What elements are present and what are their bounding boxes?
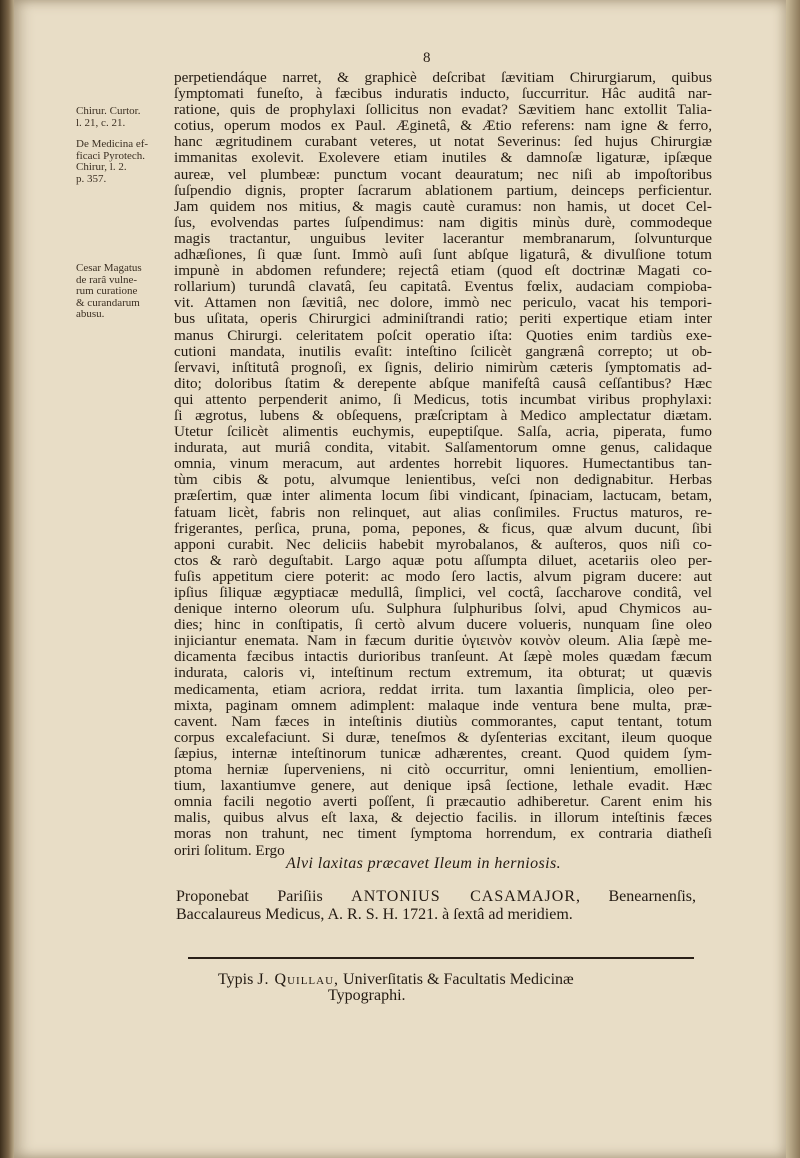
body-line: omnia facili negotio averti poſſent, ſi præcautio adhiberetur. Carent enim his: [174, 793, 712, 811]
body-line: corpus excalefaciunt. Si duræ, teneſmos & dyſenterias excitant, ileum quoque: [174, 728, 712, 746]
body-line: ſi ægrotus, lubens & obſequens, præſcriptam à Medico amplectatur diætam.: [174, 406, 712, 424]
body-line: fuſis appetitum ciere poterit: ac modo ſero lactis, alvum pigram ducere: aut: [174, 567, 712, 585]
author-name: ANTONIUS CASAMAJOR: [351, 888, 576, 905]
book-spine: [0, 0, 14, 1158]
body-line: bus uſitata, operis Chirurgici adminiſtrandi ratio; periti expertique etiam inter: [174, 310, 712, 328]
body-line: oriri ſolitum. Ergo: [174, 841, 285, 859]
body-line: ptoma herniæ ſuperveniens, ni citò occurritur, omni lenientium, emollien-: [174, 761, 712, 779]
margin-note-line: & curandarum: [76, 296, 140, 309]
proposition-suffix: , Benearnenſis,: [576, 888, 696, 905]
body-line: mixta, paginam omnem adimplent: malaque inde ventura bene multa, præ-: [174, 696, 712, 714]
margin-note-line: abusu.: [76, 308, 105, 321]
body-line: manus Chirurgi. celeritatem poſcit operatio iſta: Quoties enim tardiùs exe-: [174, 326, 712, 344]
body-line: fatuam licèt, fabris non relinquet, aut alias conſimiles. Fructus maturos, re-: [174, 503, 712, 521]
body-line: magis tractantur, unguibus leviter lacerantur membranarum, ſolvunturque: [174, 229, 712, 247]
thesis-proposition: [176, 888, 696, 924]
body-line: ſervavi, inſtitutâ prognoſi, ex ſignis, delirio nimirùm cæteris ſymptomatis ad-: [174, 358, 712, 376]
body-line: immanitas exolevit. Exolevere etiam inutiles & damnoſæ ligaturæ, ipſæque: [174, 149, 712, 167]
margin-note-chirurgia: [76, 106, 168, 129]
imprint-suffix: Univerſitatis & Facultatis Medicinæ: [343, 971, 574, 988]
margin-note-pyrotech: [76, 139, 168, 185]
body-line: dicamenta fæcibus intactis durioribus tranſeunt. At ſæpè moles quædam fæcum: [174, 648, 712, 666]
body-line: ſus, evolvendas partes ſuſpendimus: nam digitis minùs durè, commodeque: [174, 213, 712, 231]
body-line: cotius, operum modos ex Paul. Æginetâ, & Ætio referens: nam igne & ferro,: [174, 117, 712, 135]
body-line: Utetur ſcilicèt alimentis euchymis, eupeptiſque. Salſa, acria, piperata, fumo: [174, 423, 712, 441]
body-line: adhæſiones, ſi quæ ſunt. Immò auſi ſunt abſque ligaturâ, & divulſione totum: [174, 246, 712, 264]
margin-note-line: l. 21, c. 21.: [76, 116, 126, 129]
body-line: injiciantur enemata. Nam in fæcum duritie ὑγιεινὸν κοινὸν oleum. Alia ſæpè me-: [174, 632, 712, 650]
page-number: 8: [423, 50, 431, 66]
body-line: tium, laxantiumve genere, aut denique ipsâ ſectione, lethale evadit. Hæc: [174, 777, 712, 795]
body-text: [174, 70, 712, 859]
body-line: apponi curabit. Nec deliciis habebit myrobalanos, & auſteros, quos niſi co-: [174, 535, 712, 553]
margin-note-line: p. 357.: [76, 172, 107, 185]
proposition-line-2: Baccalaureus Medicus, A. R. S. H. 1721. à ſextâ ad meridiem.: [176, 906, 573, 923]
body-line: cavent. Nam fæces in inteſtinis diutiùs commorantes, caput tentant, totum: [174, 712, 712, 730]
body-line: præſertim, quæ inter alimenta locum ſibi vindicant, ſpinaciam, lactucam, betam,: [174, 487, 712, 505]
printer-imprint: [218, 972, 688, 1004]
proposition-line-1: [176, 888, 696, 906]
body-line: impunè in abdomen refundere; rejectâ etiam (quod eſt doctrinæ Magati co-: [174, 262, 712, 280]
margin-note-line: rum curatione: [76, 285, 138, 298]
proposition-prefix: Proponebat Pariſiis: [176, 888, 323, 905]
page-edge: [786, 0, 800, 1158]
body-line: ſæpius, internæ inteſtinorum tunicæ adhærentes, creant. Quod quidem ſym-: [174, 744, 712, 762]
margin-note-line: Chirur, l. 2.: [76, 161, 127, 174]
thesis-motto: Alvi laxitas præcavet Ileum in herniosis.: [286, 855, 562, 872]
body-line: qui attento perpenderit animo, ſi Medicus, totis incumbat viribus prophylaxi:: [174, 390, 712, 408]
imprint-prefix: Typis: [218, 971, 254, 988]
imprint-line-1: [218, 972, 688, 988]
body-line: ſuſpendio dignis, propter ſacrarum ablationem partium, deinceps perficientur.: [174, 181, 712, 199]
body-line: denique interno oleorum uſu. Sulphura ſulphuribus ſolvi, apud Chymicos au-: [174, 600, 712, 618]
margin-note-line: ficaci Pyrotech.: [76, 149, 146, 162]
margin-note-line: Chirur. Curtor.: [76, 105, 141, 117]
body-line: omnia, vinum meracum, aut ardentes horrebit liquores. Humectantibus tan-: [174, 455, 712, 473]
body-line: hanc ægritudinem curabant veteres, ut notat Severinus: ſed hujus Chirurgiæ: [174, 133, 712, 151]
body-line: indurata, caloris vi, inteſtinum rectum extremum, ita obturat; ut quævis: [174, 664, 712, 682]
margin-note-line: Cesar Magatus: [76, 262, 142, 274]
body-line: rollarium) turundâ clavatâ, ſeu capitatâ. Eventus fœlix, audaciam compioba-: [174, 278, 712, 296]
body-line: ctos & rarò deguſtabit. Largo aquæ potu aſſumpta diluet, acetariis oleo per-: [174, 551, 712, 569]
margin-note-line: de rarâ vulne-: [76, 273, 138, 286]
horizontal-rule: [188, 957, 694, 959]
body-line: Jam quidem nos mitius, & magis cautè curamus: non hamis, ut docet Cel-: [174, 197, 712, 215]
body-line: malis, quibus alvus eſt laxa, & dejectio facilis. in illorum inteſtinis fæces: [174, 809, 712, 827]
body-line: medicamenta, etiam acriora, reddat irrita. tum laxantia ſimplicia, oleo per-: [174, 680, 712, 698]
body-line: ſymptomati funeſto, à fæcibus induratis inducto, ſuccurritur. Hâc auditâ nar-: [174, 85, 712, 103]
body-line: aureæ, vel plumbeæ: punctum vocant deauratum; nec niſi ab impoſtoribus: [174, 165, 712, 183]
body-line: ipſius ſiliquæ ægyptiacæ medullâ, ſimplici, vel coctâ, ſaccharove conditâ, vel: [174, 584, 712, 601]
body-line: indurata, aut muriâ condita, vitabit. Salſamentorum omne genus, calidaque: [174, 439, 712, 457]
body-line: tùm cibis & potu, alvumque lenientibus, veſci non dedignabitur. Herbas: [174, 471, 712, 489]
body-line: ratione, quis de prophylaxi ſollicitus non evadat? Sævitiem hanc extollit Talia-: [174, 101, 712, 119]
body-line: cutioni mandata, inutilis evaſit: inteſtino ſcilicèt gangrænâ correpto; ut ob-: [174, 342, 712, 360]
margin-note-line: De Medicina ef-: [76, 138, 149, 150]
body-line: dies; hinc in conſtipatis, ſi certò alvum ducere volueris, nunquam ſine oleo: [174, 616, 712, 634]
printer-name: J. Quillau,: [257, 971, 340, 988]
margin-note-magatus: [76, 263, 168, 321]
body-line: frigerantes, perſica, pruna, poma, pepones, & ficus, quæ alvum ducunt, ſibi: [174, 519, 712, 537]
imprint-line-2: Typographi.: [328, 987, 406, 1004]
body-line: dito; doloribus ſtatim & derepente abſque manifeſtâ causâ ceſſantibus? Hæc: [174, 374, 712, 392]
body-line: perpetiendáque narret, & graphicè deſcribat ſævitiam Chirurgiarum, quibus: [174, 69, 712, 86]
body-line: moras non trahunt, nec timent ſymptoma horrendum, ex contraria diatheſi: [174, 825, 712, 843]
body-line: vit. Attamen non ſævitiâ, nec dolore, immò nec periculo, vacat his tempori-: [174, 294, 712, 312]
